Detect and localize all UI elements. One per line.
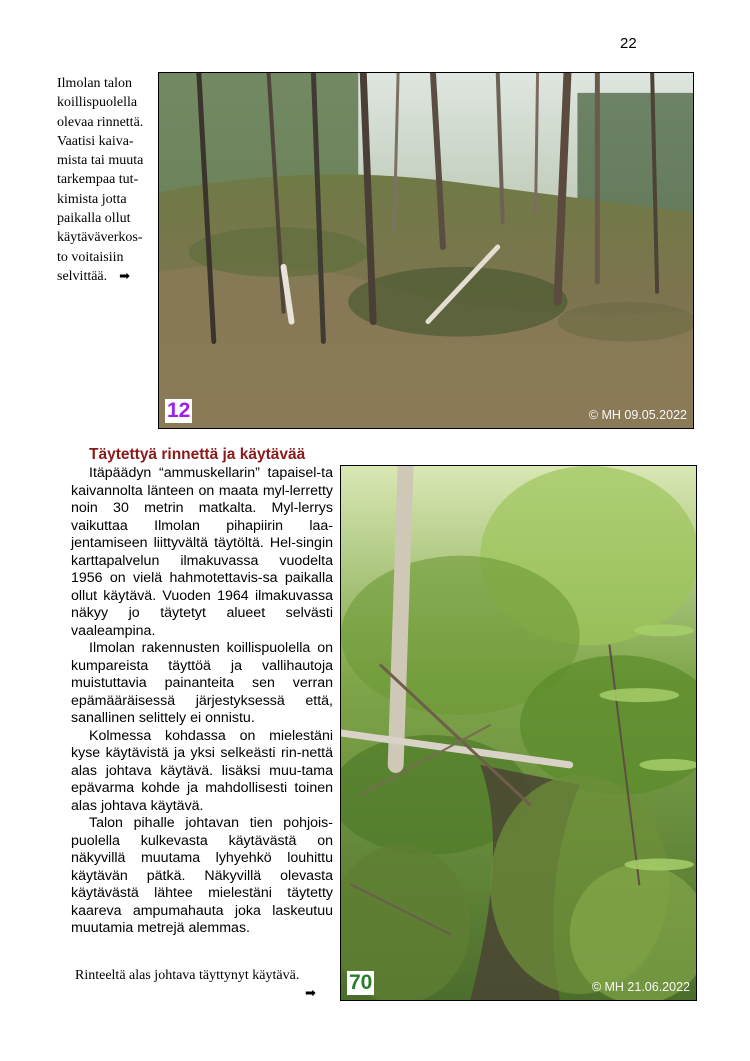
photo-number-badge: 12 xyxy=(167,399,191,422)
article-paragraph: Itäpäädyn “ammuskellarin” tapaisel-ta kaivannolta länteen on maata myl-lerretty noin 30 metrin matkalta. Myl-lerrys vaikuttaa Ilmolan pihapiirin laa-jentamiseen liittyvältä täytöltä. Hel-singin karttapalvelun ilmakuvassa vuodelta 1956 on vielä hahmotettavis-sa paikalla ollut käytävä. Vuoden 1964 ilmakuvassa näkyy jo täytetyt alueet selvästi vaaleampina. xyxy=(71,465,333,639)
article-paragraph: Kolmessa kohdassa on mielestäni kyse käytävistä ja yksi selkeästi rin-nettä alas johtava käytävä. lisäksi muu-tama epävarma kohde ja mahdollisesti toinen alas johtava käytävä. xyxy=(71,727,333,814)
side-caption-line: tarkempaa tut- xyxy=(57,172,139,188)
section-title: Täytettyä rinnettä ja käytävää xyxy=(89,446,306,463)
side-caption-line: kimista jotta xyxy=(57,191,127,207)
trench-photo xyxy=(340,465,697,1001)
trench-illustration xyxy=(341,466,696,1000)
photo-number-badge: 70 xyxy=(349,971,373,994)
side-caption-line: koillispuolella xyxy=(57,95,138,111)
side-caption-line: käytäväverkos- xyxy=(57,230,143,246)
side-caption-line: to voitaisiin xyxy=(57,249,124,265)
forest-slope-illustration xyxy=(159,73,693,428)
photo-copyright: © MH 21.06.2022 xyxy=(591,980,690,994)
article-paragraph: Ilmolan rakennusten koillispuolella on kumpareista täyttöä ja vallihautoja muistuttavia painanteita sen verran epämääräisessä järjestyksessä että, sanallinen selittely ei onnistu. xyxy=(71,640,333,726)
side-caption-line: Ilmolan talon xyxy=(57,76,133,91)
side-caption-line: mista tai muuta xyxy=(57,153,144,169)
page-number: 22 xyxy=(620,35,637,52)
forest-slope-photo xyxy=(158,72,694,429)
photo-copyright: © MH 09.05.2022 xyxy=(588,408,687,422)
side-caption-line: olevaa rinnettä. xyxy=(57,114,144,130)
bottom-caption: Rinteeltä alas johtava täyttynyt käytävä. xyxy=(75,968,300,983)
side-caption xyxy=(57,74,153,286)
article-body xyxy=(71,465,333,938)
article-paragraph: Talon pihalle johtavan tien pohjois-puolella kulkevasta käytävästä on näkyvillä muutama lyhyehkö louhittu käytävän pätkä. Näkyvillä olevasta käytävästä lähtee mielestäni täytetty kaareva ampumahauta joka laskeutuu muutamia metrejä alemmas. xyxy=(71,815,333,936)
right-arrow-icon: ➡ xyxy=(119,268,131,284)
side-caption-line: Vaatisi kaiva- xyxy=(57,133,134,149)
side-caption-line: selvittää. ➡ xyxy=(57,268,131,284)
side-caption-line: paikalla ollut xyxy=(57,211,131,227)
right-arrow-icon: ➡ xyxy=(305,986,316,1001)
